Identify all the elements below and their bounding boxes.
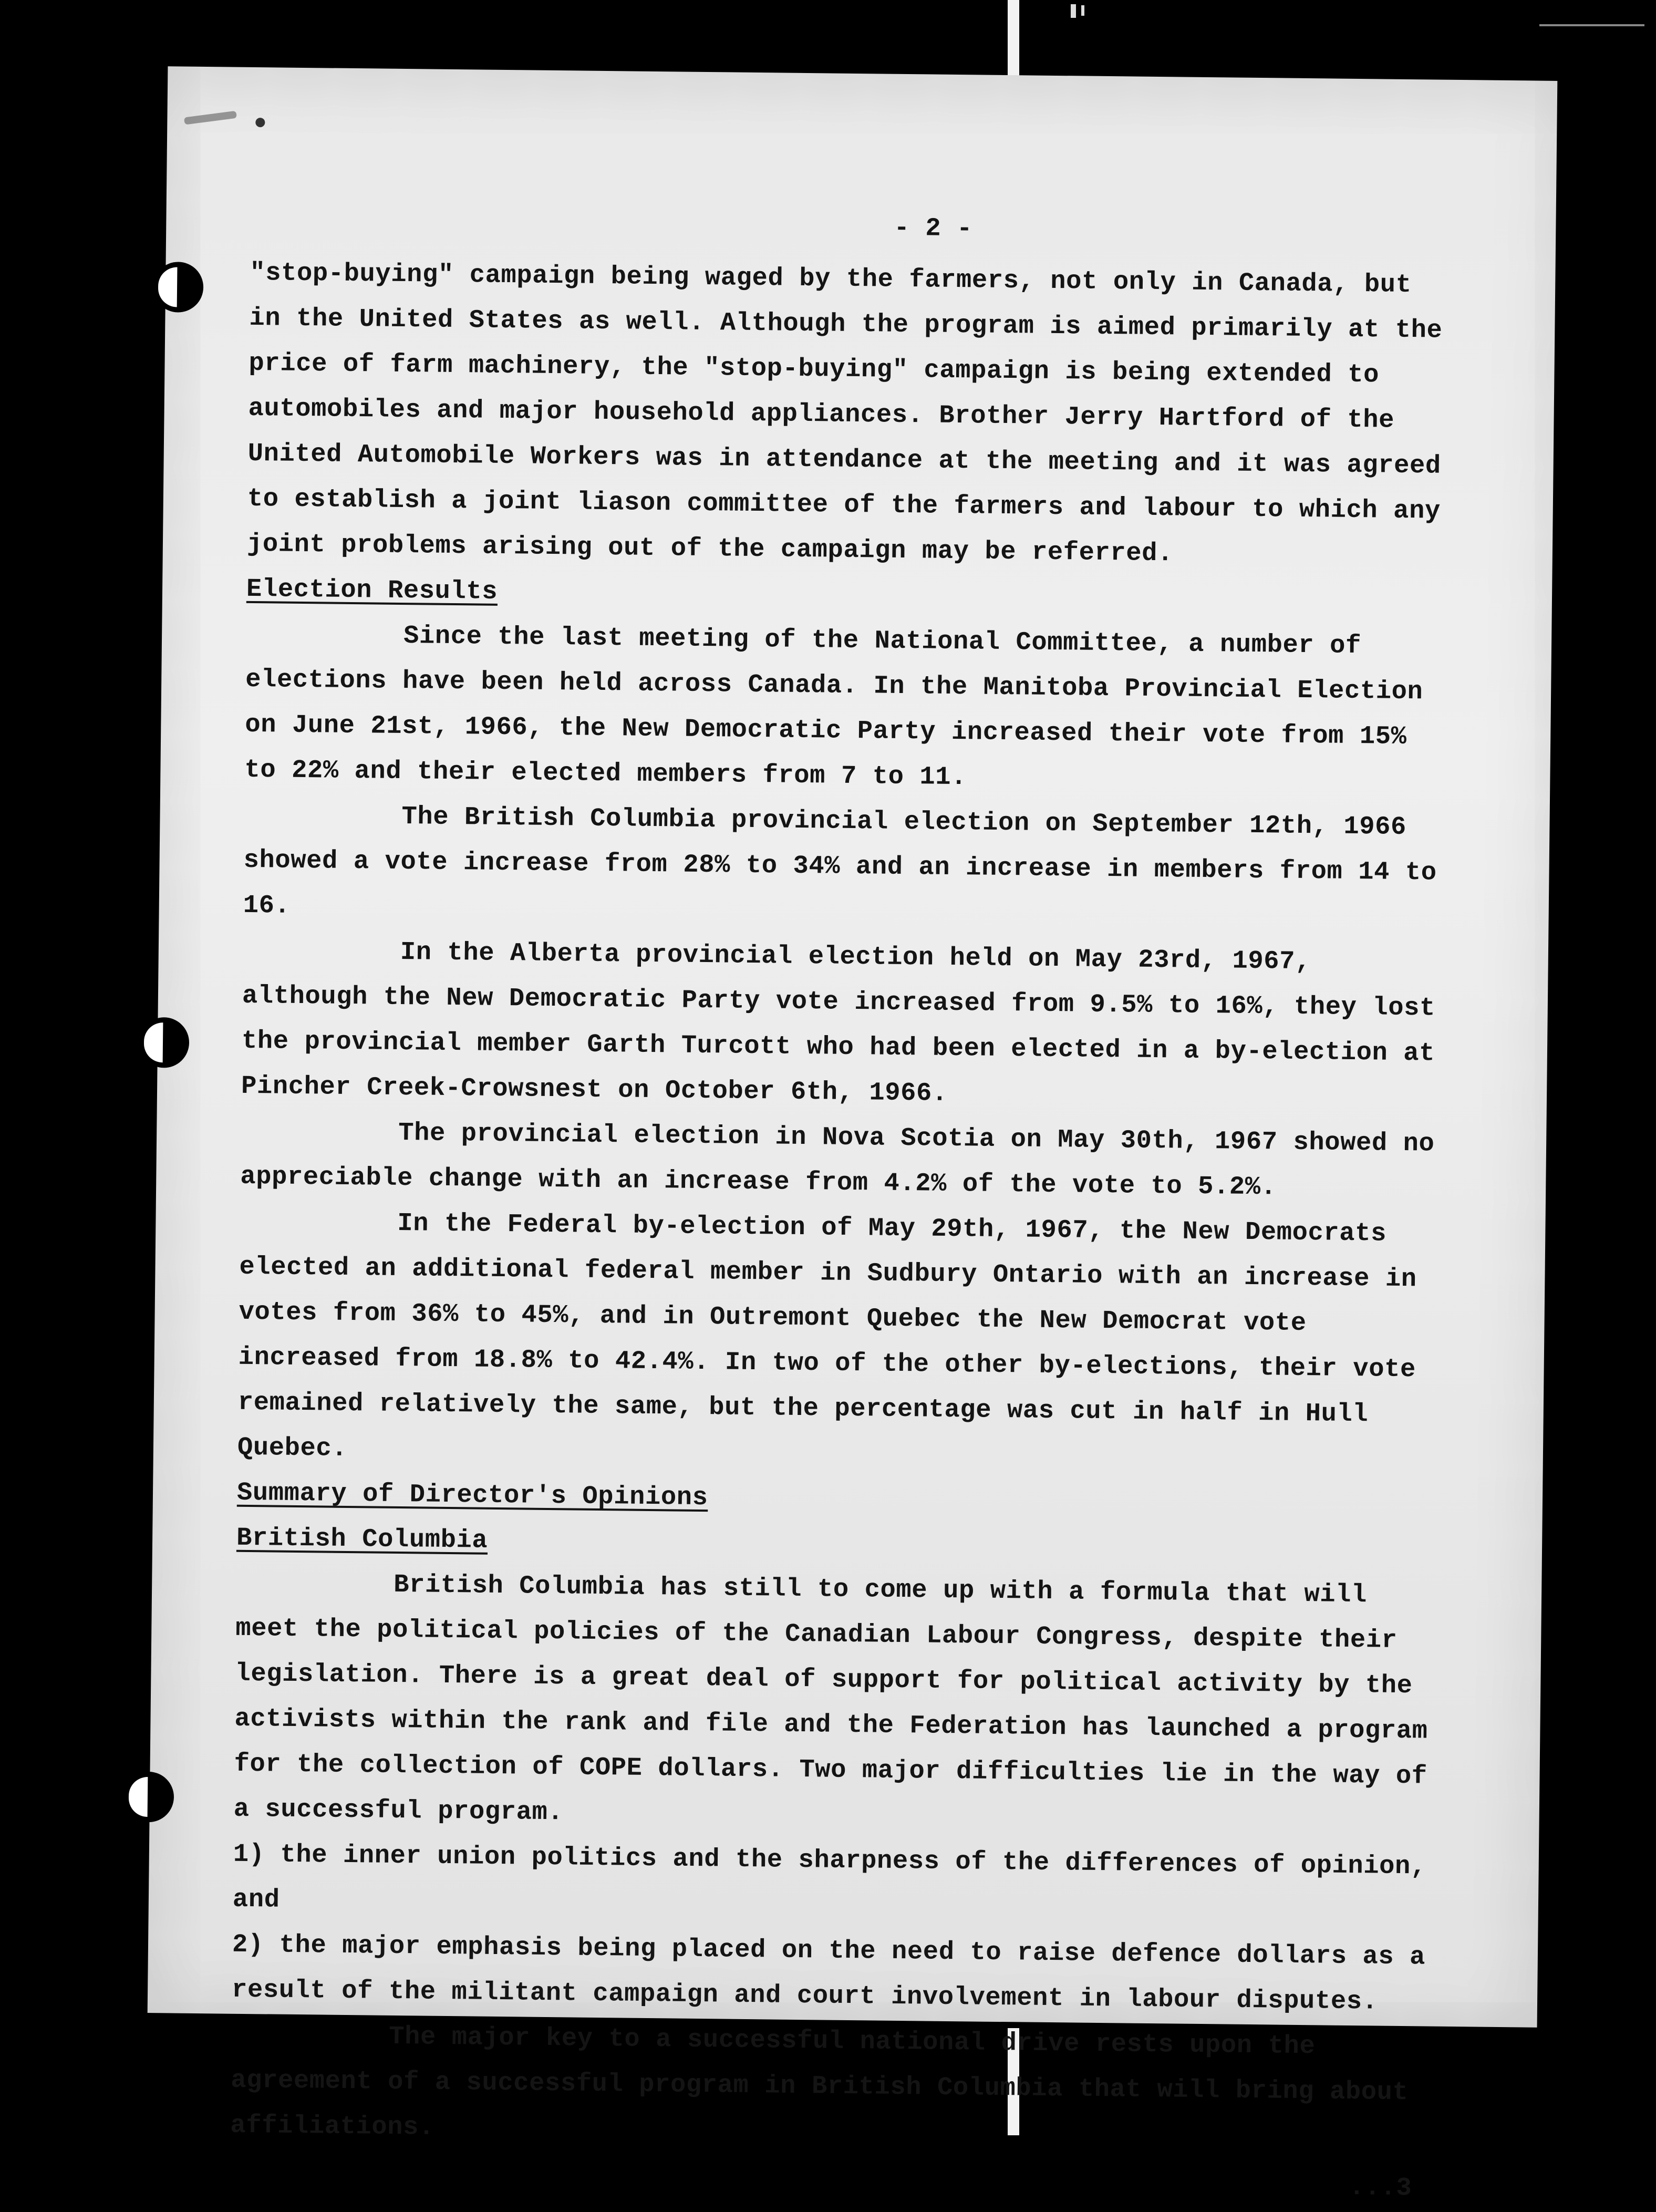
list-item-2: 2) the major emphasis being placed on the need to raise defence dollars as a result of the militant campaign and court involvement in labour disputes. [231,1929,1426,2017]
paragraph-bc-formula: British Columbia has still to come up with a formula that will meet the political policies of the Canadian Labour Congress, despite their legislation. There is a great deal of support for political activity by the activists within the rank and file and the Federation has launched a program for the collection of COPE dollars. Two major difficulties lie in the way of a successful program. [233,1569,1444,1827]
list-item-1: 1) the inner union politics and the sharpness of the differences of opinion, and [232,1839,1427,1915]
paragraph-british-columbia-election: The British Columbia provincial election on September 12th, 1966 showed a vote increase from 28% to 34% and an increase in members from 14 to 16. [243,801,1453,921]
document-body [230,199,1459,2211]
paragraph-alberta: In the Alberta provincial election held on May 23rd, 1967, although the New Democratic Party vote increased from 9.5% to 16%, they lost the provincial member Garth Turcott who had been elected in a by-election at Pincher Creek-Crowsnest on October 6th, 1966. [241,937,1452,1108]
paragraph-nova-scotia: The provincial election in Nova Scotia on May 30th, 1967 showed no appreciable change with an increase from 4.2% of the vote to 5.2%. [240,1118,1451,1202]
film-scratch-line [1539,24,1644,26]
paragraph-stop-buying: "stop-buying" campaign being waged by the farmers, not only in Canada, but in the United States as well. Although the program is aimed primarily at the price of farm machinery, the "stop-buying" campaign is being extended to automobiles and major household appliances. Brother Jerry Hartford of the United Automobile Workers was in attendance at the meeting and it was agreed to establish a joint liason committee of the farmers and labour to which any joint problems arising out of the campaign may be referred. [246,257,1458,568]
continuation-marker: ...3 [1349,2173,1412,2203]
ink-spot [255,118,265,127]
film-border-right [1593,0,1656,2135]
film-tick-mark [1071,4,1076,18]
page-number: - 2 - [894,213,973,244]
punch-hole [153,262,204,313]
punch-hole [123,1772,174,1823]
heading-british-columbia: British Columbia [236,1523,488,1555]
paragraph-major-key: The major key to a successful national drive rests upon the agreement of a successful program in British Columbia that will bring about affiliations. [230,2021,1424,2142]
paragraph-federal-by-election: In the Federal by-election of May 29th, 1967, the New Democrats elected an additional federal member in Sudbury Ontario with an increase in votes from 36% to 45%, and in Outremont Quebec the New Democrat vote increased from 18.8% to 42.4%. In two of the other by-elections, their vote remained relatively the same, but the percentage was cut in half in Hull Quebec. [237,1208,1433,1463]
film-tick-mark [1081,5,1084,16]
heading-summary-opinions: Summary of Director's Opinions [236,1477,708,1513]
punch-hole [139,1017,190,1068]
paragraph-manitoba: Since the last meeting of the National Committee, a number of elections have been held across Canada. In the Manitoba Provincial Election on June 21st, 1966, the New Democratic Party increased their vote from 15% to 22% and their elected members from 7 to 11. [244,621,1439,792]
document-page [148,66,1558,2203]
ink-smudge [184,111,237,125]
film-border-left [0,0,152,2135]
heading-election-results: Election Results [246,574,498,606]
